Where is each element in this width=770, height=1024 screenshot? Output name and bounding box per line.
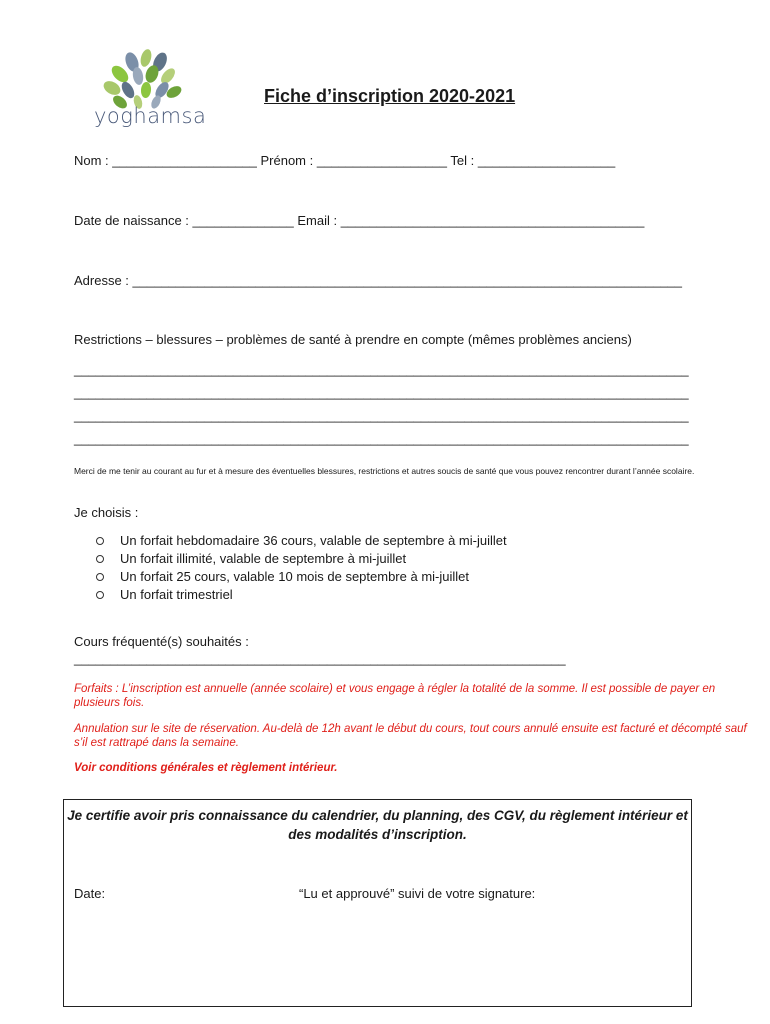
- option-label: Un forfait illimité, valable de septembre à mi-juillet: [120, 551, 407, 566]
- health-notice: Merci de me tenir au courant au fur et à mesure des éventuelles blessures, restrictions et autres soucis de santé que vous pouvez rencontrer durant l’année scolaire.: [74, 466, 695, 476]
- identity-fields-line[interactable]: Nom : ____________________ Prénom : __________________ Tel : ___________________: [74, 153, 616, 168]
- restrictions-blank-line[interactable]: _____________________________________________________________________________________: [74, 408, 689, 423]
- conditions-link[interactable]: Voir conditions générales et règlement intérieur.: [74, 762, 338, 774]
- restrictions-blank-line[interactable]: _____________________________________________________________________________________: [74, 362, 689, 377]
- option-label: Un forfait 25 cours, valable 10 mois de septembre à mi-juillet: [120, 569, 469, 584]
- address-field-line[interactable]: Adresse : ____________________________________________________________________________: [74, 273, 683, 288]
- logo-wordmark: yoghamsa: [94, 104, 207, 128]
- option-label: Un forfait hebdomadaire 36 cours, valable de septembre à mi-juillet: [120, 533, 507, 548]
- page-title: Fiche d’inscription 2020-2021: [264, 86, 516, 106]
- certification-text: Je certifie avoir pris connaissance du calendrier, du planning, des CGV, du règlement intérieur et des modalités d’inscription.: [67, 808, 688, 842]
- restrictions-label: Restrictions – blessures – problèmes de santé à prendre en compte (mêmes problèmes anciens): [74, 332, 632, 347]
- option-item[interactable]: [72, 586, 507, 604]
- option-item[interactable]: [72, 532, 507, 550]
- package-options-list: [72, 532, 507, 604]
- choice-heading: Je choisis :: [74, 505, 139, 520]
- option-label: Un forfait trimestriel: [120, 587, 233, 602]
- radio-circle-icon[interactable]: [96, 591, 104, 599]
- forfaits-terms: Forfaits : L’inscription est annuelle (année scolaire) et vous engage à régler la totalité de la somme. Il est possible de payer en plusieurs fois.: [74, 683, 716, 709]
- restrictions-blank-line[interactable]: _____________________________________________________________________________________: [74, 431, 689, 446]
- date-label: Date:: [74, 886, 106, 901]
- restrictions-blank-line[interactable]: _____________________________________________________________________________________: [74, 385, 689, 400]
- signature-label: “Lu et approuvé” suivi de votre signature:: [299, 886, 536, 901]
- radio-circle-icon[interactable]: [96, 537, 104, 545]
- radio-circle-icon[interactable]: [96, 555, 104, 563]
- option-item[interactable]: [72, 550, 507, 568]
- cancellation-terms: Annulation sur le site de réservation. Au-delà de 12h avant le début du cours, tout cours annulé ensuite est facturé et décompté sauf s’il est rattrapé dans la semaine.: [74, 723, 747, 749]
- radio-circle-icon[interactable]: [96, 573, 104, 581]
- option-item[interactable]: [72, 568, 507, 586]
- birth-email-fields-line[interactable]: Date de naissance : ______________ Email : __________________________________________: [74, 213, 645, 228]
- courses-blank-line[interactable]: ____________________________________________________________________: [74, 651, 566, 666]
- courses-label: Cours fréquenté(s) souhaités :: [74, 634, 249, 649]
